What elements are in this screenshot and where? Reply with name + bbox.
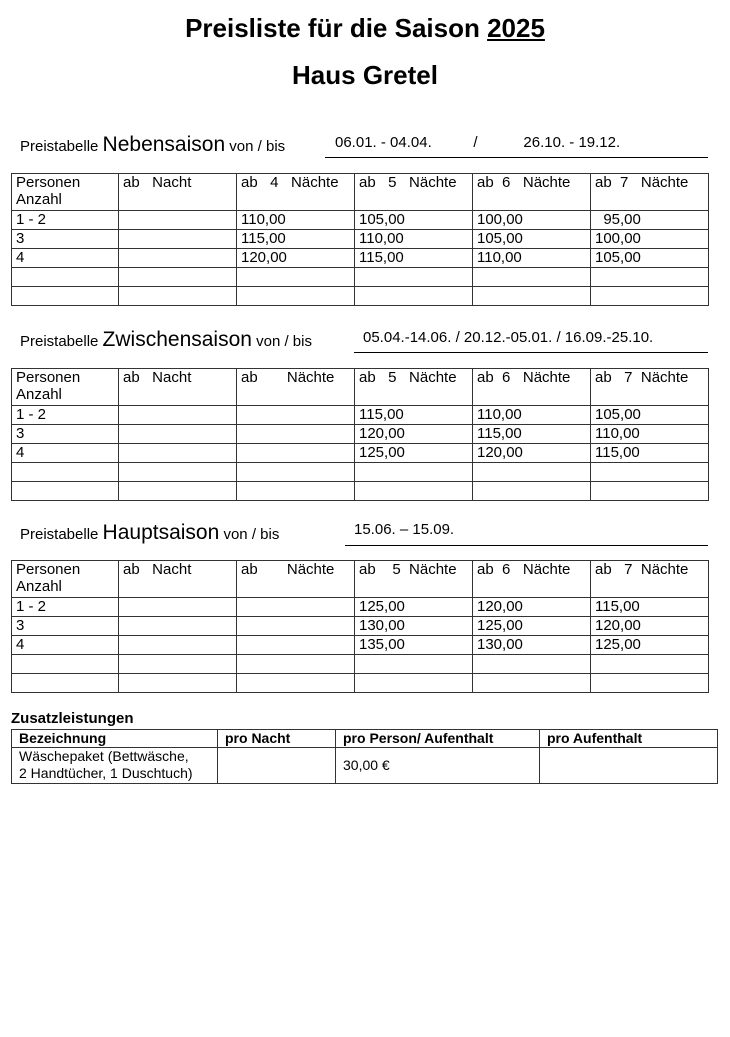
season-date-range: 06.01. - 04.04. / 26.10. - 19.12. bbox=[335, 134, 621, 151]
price-cell: 110,00 bbox=[473, 249, 591, 268]
price-cell: 115,00 bbox=[355, 406, 473, 425]
price-cell: 105,00 bbox=[355, 211, 473, 230]
persons-cell bbox=[12, 482, 119, 501]
service-name-cell: Wäschepaket (Bettwäsche, 2 Handtücher, 1 Duschtuch) bbox=[12, 748, 218, 784]
title-text: Preisliste für die Saison bbox=[185, 13, 488, 43]
price-cell bbox=[119, 482, 237, 501]
service-price-cell bbox=[540, 748, 718, 784]
price-cell bbox=[355, 482, 473, 501]
price-cell: 105,00 bbox=[591, 249, 709, 268]
price-cell: 115,00 bbox=[591, 444, 709, 463]
table-row bbox=[12, 249, 709, 268]
column-header: ab Nächte bbox=[237, 369, 355, 406]
price-table-nebensaison bbox=[11, 173, 709, 306]
persons-cell: 4 bbox=[12, 249, 119, 268]
price-cell bbox=[119, 617, 237, 636]
season-name: Hauptsaison bbox=[102, 521, 220, 544]
column-header: ab 7 Nächte bbox=[591, 561, 709, 598]
page-title bbox=[0, 13, 730, 44]
price-cell bbox=[237, 636, 355, 655]
column-header: ab 5 Nächte bbox=[355, 369, 473, 406]
extras-column-header: pro Person/ Aufenthalt bbox=[336, 730, 540, 748]
section-label-suffix: von / bis bbox=[225, 138, 286, 155]
price-cell bbox=[473, 463, 591, 482]
table-header-row bbox=[12, 561, 709, 598]
season-date-range: 05.04.-14.06. / 20.12.-05.01. / 16.09.-25.10. bbox=[363, 329, 654, 346]
price-cell bbox=[473, 674, 591, 693]
service-price-cell bbox=[218, 748, 336, 784]
section-label-suffix: von / bis bbox=[219, 526, 280, 543]
persons-cell: 1 - 2 bbox=[12, 211, 119, 230]
column-header: ab 5 Nächte bbox=[355, 561, 473, 598]
table-row bbox=[12, 463, 709, 482]
price-cell bbox=[119, 598, 237, 617]
table-header-row bbox=[12, 369, 709, 406]
price-cell bbox=[237, 655, 355, 674]
column-header: ab 6 Nächte bbox=[473, 561, 591, 598]
persons-cell: 3 bbox=[12, 425, 119, 444]
persons-cell: 4 bbox=[12, 636, 119, 655]
price-cell: 120,00 bbox=[591, 617, 709, 636]
price-cell bbox=[355, 463, 473, 482]
price-cell bbox=[591, 655, 709, 674]
price-cell bbox=[355, 268, 473, 287]
service-price-cell: 30,00 € bbox=[336, 748, 540, 784]
price-cell: 110,00 bbox=[355, 230, 473, 249]
page-subtitle: Haus Gretel bbox=[292, 60, 438, 90]
price-cell bbox=[237, 598, 355, 617]
price-cell: 105,00 bbox=[591, 406, 709, 425]
persons-cell bbox=[12, 463, 119, 482]
section-heading-zwischensaison bbox=[20, 328, 312, 352]
price-cell bbox=[119, 287, 237, 306]
table-row bbox=[12, 230, 709, 249]
price-cell: 120,00 bbox=[473, 598, 591, 617]
price-cell bbox=[237, 482, 355, 501]
price-cell bbox=[119, 425, 237, 444]
price-cell bbox=[119, 674, 237, 693]
persons-cell bbox=[12, 674, 119, 693]
persons-cell bbox=[12, 287, 119, 306]
column-header: ab 4 Nächte bbox=[237, 174, 355, 211]
table-row bbox=[12, 211, 709, 230]
price-cell bbox=[119, 249, 237, 268]
column-header: Personen Anzahl bbox=[12, 369, 119, 406]
table-row bbox=[12, 598, 709, 617]
price-cell: 130,00 bbox=[355, 617, 473, 636]
table-row bbox=[12, 655, 709, 674]
price-cell: 110,00 bbox=[237, 211, 355, 230]
persons-cell: 3 bbox=[12, 617, 119, 636]
price-cell bbox=[237, 444, 355, 463]
section-label-prefix: Preistabelle bbox=[20, 138, 103, 155]
price-cell bbox=[591, 463, 709, 482]
price-cell: 125,00 bbox=[473, 617, 591, 636]
price-cell: 135,00 bbox=[355, 636, 473, 655]
price-cell bbox=[237, 617, 355, 636]
price-cell bbox=[237, 287, 355, 306]
price-cell bbox=[473, 287, 591, 306]
price-cell: 130,00 bbox=[473, 636, 591, 655]
price-cell: 125,00 bbox=[355, 598, 473, 617]
price-cell bbox=[119, 636, 237, 655]
price-cell bbox=[473, 268, 591, 287]
table-row bbox=[12, 268, 709, 287]
table-row bbox=[12, 617, 709, 636]
price-cell bbox=[591, 287, 709, 306]
section-label-prefix: Preistabelle bbox=[20, 526, 103, 543]
price-cell bbox=[237, 268, 355, 287]
column-header: ab Nächte bbox=[237, 561, 355, 598]
price-cell bbox=[355, 674, 473, 693]
table-row bbox=[12, 406, 709, 425]
season-date-range: 15.06. – 15.09. bbox=[354, 521, 455, 538]
column-header: ab 6 Nächte bbox=[473, 174, 591, 211]
extras-column-header: Bezeichnung bbox=[12, 730, 218, 748]
price-cell: 115,00 bbox=[237, 230, 355, 249]
price-cell bbox=[355, 287, 473, 306]
price-cell bbox=[119, 406, 237, 425]
extras-column-header: pro Nacht bbox=[218, 730, 336, 748]
table-row bbox=[12, 287, 709, 306]
price-cell: 110,00 bbox=[473, 406, 591, 425]
price-cell bbox=[119, 655, 237, 674]
table-row bbox=[12, 444, 709, 463]
extras-row bbox=[12, 748, 718, 784]
price-cell: 95,00 bbox=[591, 211, 709, 230]
persons-cell: 3 bbox=[12, 230, 119, 249]
price-cell: 110,00 bbox=[591, 425, 709, 444]
price-cell: 120,00 bbox=[473, 444, 591, 463]
table-row bbox=[12, 482, 709, 501]
price-cell: 115,00 bbox=[591, 598, 709, 617]
extras-header-row bbox=[12, 730, 718, 748]
price-cell bbox=[237, 674, 355, 693]
range-underline bbox=[325, 157, 708, 158]
column-header: ab Nacht bbox=[119, 369, 237, 406]
season-name: Zwischensaison bbox=[102, 328, 252, 351]
column-header: ab 7 Nächte bbox=[591, 174, 709, 211]
column-header: ab 7 Nächte bbox=[591, 369, 709, 406]
range-underline bbox=[345, 545, 708, 546]
table-row bbox=[12, 636, 709, 655]
price-cell bbox=[119, 444, 237, 463]
price-cell bbox=[355, 655, 473, 674]
section-label-suffix: von / bis bbox=[251, 333, 312, 350]
column-header: ab Nacht bbox=[119, 561, 237, 598]
price-cell: 100,00 bbox=[473, 211, 591, 230]
range-underline bbox=[354, 352, 708, 353]
price-cell: 125,00 bbox=[355, 444, 473, 463]
price-cell: 120,00 bbox=[355, 425, 473, 444]
persons-cell: 1 - 2 bbox=[12, 406, 119, 425]
table-row bbox=[12, 425, 709, 444]
price-table-zwischensaison bbox=[11, 368, 709, 501]
persons-cell: 4 bbox=[12, 444, 119, 463]
price-cell: 125,00 bbox=[591, 636, 709, 655]
price-cell: 105,00 bbox=[473, 230, 591, 249]
price-cell bbox=[119, 463, 237, 482]
price-cell: 115,00 bbox=[355, 249, 473, 268]
table-header-row bbox=[12, 174, 709, 211]
persons-cell: 1 - 2 bbox=[12, 598, 119, 617]
price-cell bbox=[237, 406, 355, 425]
price-cell bbox=[237, 463, 355, 482]
price-cell: 115,00 bbox=[473, 425, 591, 444]
extras-title: Zusatzleistungen bbox=[11, 710, 134, 727]
extras-column-header: pro Aufenthalt bbox=[540, 730, 718, 748]
table-row bbox=[12, 674, 709, 693]
price-cell: 120,00 bbox=[237, 249, 355, 268]
column-header: Personen Anzahl bbox=[12, 561, 119, 598]
section-label-prefix: Preistabelle bbox=[20, 333, 103, 350]
section-heading-hauptsaison bbox=[20, 521, 279, 545]
price-cell bbox=[591, 674, 709, 693]
title-year: 2025 bbox=[487, 13, 545, 43]
column-header: Personen Anzahl bbox=[12, 174, 119, 211]
price-cell bbox=[591, 268, 709, 287]
persons-cell bbox=[12, 268, 119, 287]
price-cell bbox=[119, 211, 237, 230]
price-cell bbox=[473, 482, 591, 501]
extras-table bbox=[11, 729, 718, 784]
column-header: ab 5 Nächte bbox=[355, 174, 473, 211]
price-cell bbox=[237, 425, 355, 444]
column-header: ab 6 Nächte bbox=[473, 369, 591, 406]
column-header: ab Nacht bbox=[119, 174, 237, 211]
price-cell bbox=[119, 268, 237, 287]
persons-cell bbox=[12, 655, 119, 674]
price-cell bbox=[119, 230, 237, 249]
price-cell bbox=[473, 655, 591, 674]
price-table-hauptsaison bbox=[11, 560, 709, 693]
price-cell bbox=[591, 482, 709, 501]
section-heading-nebensaison bbox=[20, 133, 285, 157]
season-name: Nebensaison bbox=[102, 133, 226, 156]
price-cell: 100,00 bbox=[591, 230, 709, 249]
